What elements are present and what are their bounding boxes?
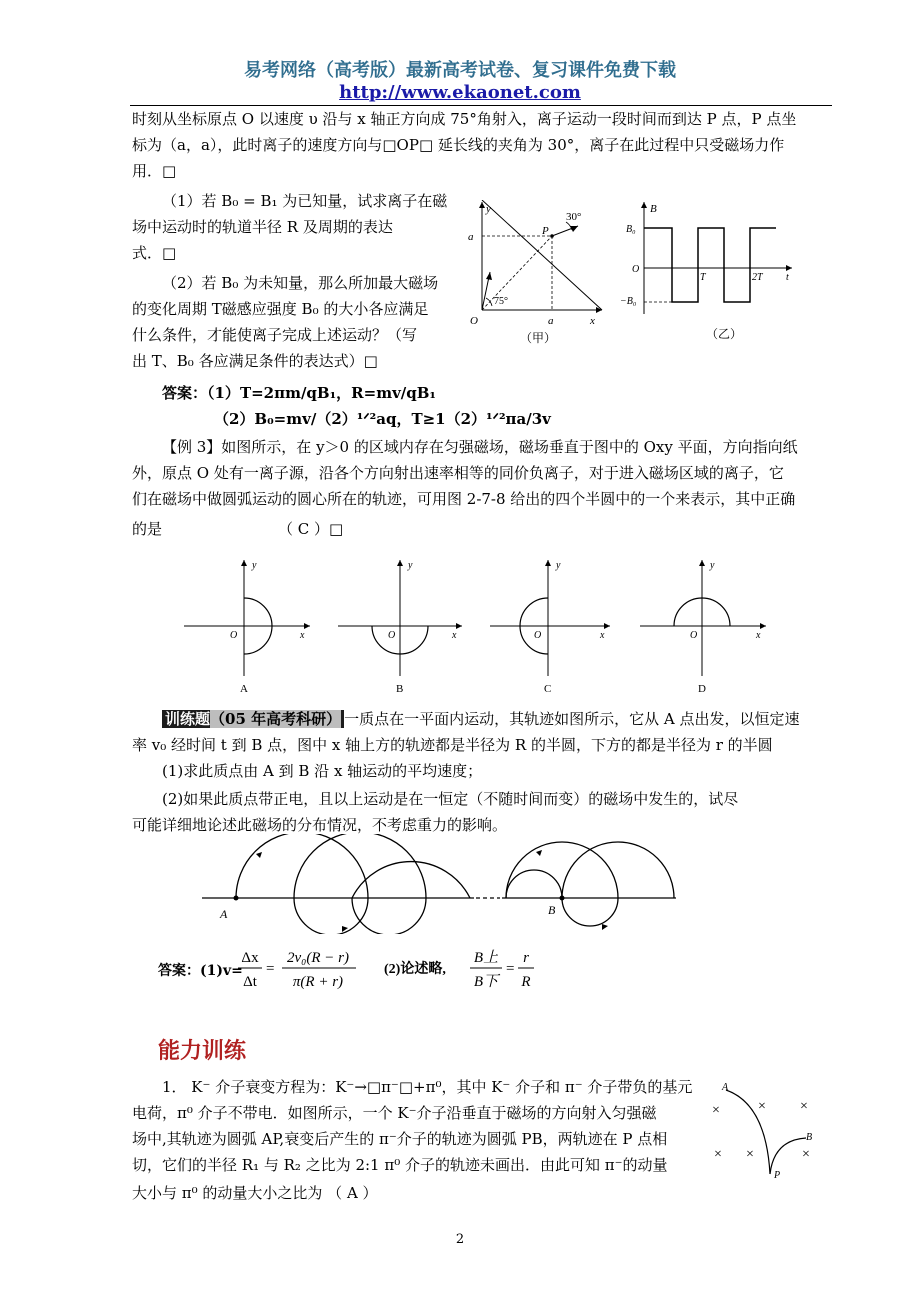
- training-q2-b: 可能详细地论述此磁场的分布情况，不考虑重力的影响。: [132, 816, 508, 834]
- answer-line-1: 答案：（1）T=2πm/qB₁，R=mv/qB₁: [162, 384, 437, 402]
- option-c-label: C: [544, 683, 552, 695]
- svg-text:=: =: [266, 961, 275, 977]
- label-origin: O: [470, 315, 478, 327]
- cross-4: ×: [714, 1147, 722, 1162]
- figure-jia: [462, 200, 612, 350]
- example3-line-2: 外，原点 O 处有一离子源，沿各个方向射出速率相等的同价负离子，对于进入磁场区域的离子，它: [132, 464, 784, 482]
- x-axis: [482, 200, 602, 310]
- option-d-x: x: [756, 630, 761, 641]
- label-t1: T: [700, 272, 706, 283]
- option-b-diagram: [338, 560, 462, 695]
- example3-line-4a: 的是: [132, 520, 163, 538]
- training-q2-a: (2)如果此质点带正电，且以上运动是在一恒定（不随时间而变）的磁场中发生的，试尽: [162, 790, 739, 808]
- site-url-link[interactable]: http://www.ekaonet.com: [339, 82, 581, 103]
- option-a-y: y: [252, 560, 257, 571]
- question-2-line-3: 什么条件，才能使离子完成上述运动？（写: [132, 326, 418, 344]
- svg-text:=: =: [506, 961, 515, 977]
- decay-label-b: B: [806, 1132, 813, 1143]
- figure-yi: [620, 198, 800, 348]
- option-a-label: A: [240, 683, 248, 695]
- cross-1: ×: [712, 1103, 720, 1118]
- op-line: [482, 236, 552, 310]
- label-t: t: [786, 272, 789, 283]
- frac3-den: B下: [473, 974, 499, 990]
- label-t2: 2T: [752, 272, 763, 283]
- frac3-num: B上: [473, 950, 499, 966]
- label-a-x: a: [548, 315, 554, 327]
- label-a-y: a: [468, 231, 474, 243]
- option-c-x: x: [600, 630, 605, 641]
- label-30deg: 30°: [566, 211, 582, 223]
- page-number: 2: [455, 1232, 465, 1247]
- frac1-num: Δx: [241, 950, 259, 966]
- section-title: 能力训练: [158, 1039, 247, 1064]
- trajectory-label-a: A: [220, 907, 228, 921]
- ability-p1-line-2: 电荷，π⁰ 介子不带电．如图所示，一个 K⁻介子沿垂直于磁场的方向射入匀强磁: [132, 1104, 657, 1122]
- decay-label-a: A: [722, 1082, 729, 1093]
- question-2-line-4: 出 T、B₀ 各应满足条件的表达式）□: [132, 352, 378, 370]
- problem-line-1: 时刻从坐标原点 O 以速度 υ 沿与 x 轴正方向成 75°角射入，离子运动一段时间而到达 P 点，P 点坐: [132, 110, 797, 128]
- decay-label-p: P: [774, 1170, 781, 1180]
- ability-p1-line-5: 大小与 π⁰ 的动量大小之比为 （ A ）: [132, 1184, 378, 1202]
- question-1-line-2: 场中运动时的轨道半径 R 及周期的表达: [132, 218, 393, 236]
- training-answer-prefix: 答案：(1)v=: [158, 963, 243, 979]
- example3-answer: （ C ）□: [278, 520, 344, 538]
- label-neg-b0: −B₀: [620, 296, 637, 307]
- ability-p1-line-1: 1． K⁻ 介子衰变方程为：K⁻→□π⁻□+π⁰，其中 K⁻ 介子和 π⁻ 介子带负的基元: [162, 1078, 693, 1096]
- ability-p1-line-4: 切，它们的半径 R₁ 与 R₂ 之比为 2:1 π⁰ 介子的轨迹未画出．由此可知 π⁻的动量: [132, 1156, 668, 1174]
- training-answer-formula: [238, 944, 538, 994]
- label-b0: B₀: [626, 224, 636, 235]
- frac2-den: π(R + r): [292, 974, 344, 990]
- option-b-label: B: [396, 683, 404, 695]
- cross-3: ×: [800, 1099, 808, 1114]
- option-c-y: y: [556, 560, 561, 571]
- question-1-line-3: 式．□: [132, 244, 177, 262]
- option-c-o: O: [534, 630, 542, 641]
- label-b: B: [650, 203, 657, 215]
- label-y: y: [486, 203, 491, 215]
- training-answer-mid: (2)论述略,: [384, 962, 446, 977]
- training-q1: (1)求此质点由 A 到 B 沿 x 轴运动的平均速度；: [162, 762, 483, 780]
- trajectory-figure: [196, 834, 686, 934]
- cross-5: ×: [746, 1147, 754, 1162]
- option-d-label: D: [698, 683, 706, 695]
- question-2-line-2: 的变化周期 T磁感应强度 B₀ 的大小各应满足: [132, 300, 429, 318]
- option-b-o: O: [388, 630, 396, 641]
- frac4-den: R: [521, 974, 531, 990]
- frac1-den: Δt: [243, 974, 257, 990]
- training-source: （05 年高考科研）: [210, 710, 342, 728]
- cross-6: ×: [802, 1147, 810, 1162]
- option-a-o: O: [230, 630, 238, 641]
- training-line-1: [162, 706, 800, 732]
- label-p: P: [542, 225, 549, 237]
- training-text-1: 一质点在一平面内运动，其轨迹如图所示，它从 A 点出发，以恒定速: [344, 710, 800, 728]
- arc-pb: [770, 1138, 806, 1174]
- option-b-y: y: [408, 560, 413, 571]
- label-x: x: [590, 315, 595, 327]
- option-a-diagram: [184, 560, 310, 695]
- answer-line-2: （2）B₀=mv/（2）¹ᐟ²aq，T≥1（2）¹ᐟ²πa/3v: [214, 410, 551, 428]
- question-1-line-1: （1）若 B₀ = B₁ 为已知量，试求离子在磁: [162, 192, 448, 210]
- problem-line-2: 标为（a，a），此时离子的速度方向与□OP□ 延长线的夹角为 30°，离子在此过程中只受磁场力作: [132, 136, 785, 154]
- caption-jia: （甲）: [520, 331, 557, 345]
- problem-line-3: 用．□: [132, 162, 177, 180]
- question-2-line-1: （2）若 B₀ 为未知量，那么所加最大磁场: [162, 274, 439, 292]
- square-wave: [644, 228, 776, 302]
- option-a-x: x: [300, 630, 305, 641]
- cross-2: ×: [758, 1099, 766, 1114]
- example3-options-figure: [178, 556, 770, 700]
- example3-line-1: 【例 3】如图所示，在 y＞0 的区域内存在匀强磁场，磁场垂直于图中的 Oxy 平面，方向指向纸: [162, 438, 798, 456]
- frac2-num: 2v₀(R − r): [287, 950, 349, 966]
- ability-p1-line-3: 场中,其轨迹为圆弧 AP,衰变后产生的 π⁻介子的轨迹为圆弧 PB，两轨迹在 P 点相: [132, 1130, 668, 1148]
- training-line-2: 率 v₀ 经时间 t 到 B 点，图中 x 轴上方的轨迹都是半径为 R 的半圆，下方的都是半径为 r 的半圆: [132, 736, 773, 754]
- label-75deg: 75°: [494, 296, 508, 307]
- site-header-url: [0, 82, 920, 103]
- caption-yi: （乙）: [706, 327, 743, 341]
- decay-figure: [706, 1080, 836, 1180]
- frac4-num: r: [523, 950, 529, 966]
- training-tag: 训练题（05 年高考科研）: [162, 710, 344, 728]
- option-c-diagram: [490, 560, 610, 695]
- example3-line-3: 们在磁场中做圆弧运动的圆心所在的轨迹，可用图 2-7-8 给出的四个半圆中的一个来表示，其中正确: [132, 490, 796, 508]
- option-d-y: y: [710, 560, 715, 571]
- trajectory-label-b: B: [548, 903, 556, 917]
- label-o: O: [632, 264, 640, 275]
- option-b-x: x: [452, 630, 457, 641]
- site-header-title: 易考网络（高考版）最新高考试卷、复习课件免费下载: [244, 60, 676, 81]
- option-d-diagram: [640, 560, 766, 695]
- option-d-o: O: [690, 630, 698, 641]
